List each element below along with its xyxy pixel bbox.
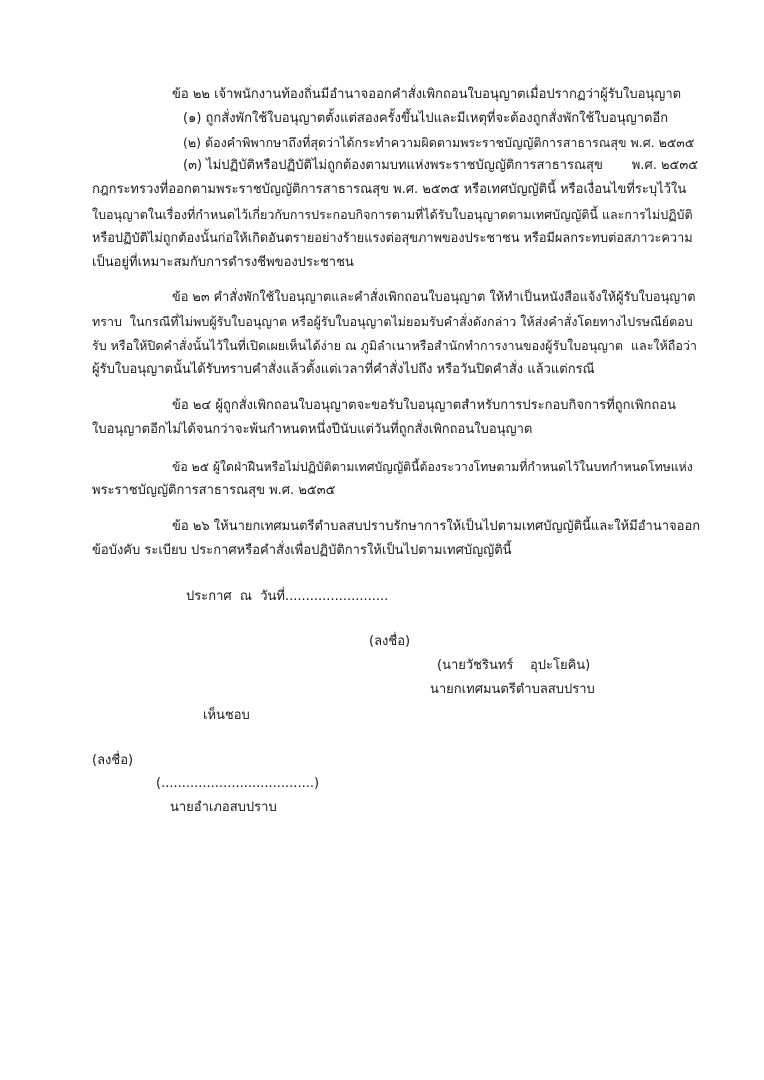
district-chief-name: (.....................................) [156, 776, 320, 791]
clause26-line2: ข้อบังคับ ระเบียบ ประกาศหรือคำสั่งเพื่อปฏิบัติการให้เป็นไปตามเทศบัญญัตินี้ [92, 543, 512, 558]
clause22-intro: ข้อ ๒๒ เจ้าพนักงานท้องถิ่นมีอำนาจออกคำสั่งเพิกถอนใบอนุญาตเมื่อปรากฏว่าผู้รับใบอนุญาต [172, 87, 682, 102]
clause22-item1: (๑) ถูกสั่งพักใช้ใบอนุญาตตั้งแต่สองครั้งขึ้นไปและมีเหตุที่จะต้องถูกสั่งพักใช้ใบอนุญาตอีก [183, 111, 669, 126]
clause23-line3: รับ หรือให้ปิดคำสั่งนั้นไว้ในที่เปิดเผยเห็นได้ง่าย ณ ภูมิลำเนาหรือสำนักทำการงานของผู้รับใบอนุญาต และให้ถือว่า [92, 338, 697, 353]
clause23-line1: ข้อ ๒๓ คำสั่งพักใช้ใบอนุญาตและคำสั่งเพิกถอนใบอนุญาต ให้ทำเป็นหนังสือแจ้งให้ผู้รับใบอนุญาต [172, 290, 696, 305]
mayor-name: (นายวัชรินทร์ อุปะโยคิน) [437, 658, 591, 673]
clause26-line1: ข้อ ๒๖ ให้นายกเทศมนตรีตำบลสบปราบรักษาการให้เป็นไปตามเทศบัญญัตินี้และให้มีอำนาจออก [172, 519, 701, 534]
district-chief-position: นายอำเภอสบปราบ [170, 800, 277, 815]
clause23-line4: ผู้รับใบอนุญาตนั้นได้รับทราบคำสั่งแล้วตั้งแต่เวลาที่คำสั่งไปถึง หรือวันปิดคำสั่ง แล้วแต่กรณี [92, 362, 595, 377]
clause25-line2: พระราชบัญญัติการสาธารณสุข พ.ศ. ๒๕๓๕ [92, 483, 336, 498]
clause25-line1: ข้อ ๒๕ ผู้ใดฝ่าฝืนหรือไม่ปฏิบัติตามเทศบัญญัตินี้ต้องระวางโทษตามที่กำหนดไว้ในบทกำหนดโทษแห่ง [172, 460, 693, 474]
clause22-line8: เป็นอยู่ที่เหมาะสมกับการดำรงชีพของประชาชน [92, 255, 354, 270]
approval-label: เห็นชอบ [203, 708, 250, 723]
announcement-date: ประกาศ ณ วันที่......................... [186, 589, 389, 604]
mayor-sign-label: (ลงชื่อ) [369, 634, 411, 649]
clause22-item3: (๓) ไม่ปฏิบัติหรือปฏิบัติไม่ถูกต้องตามบทแห่งพระราชบัญญัติการสาธารณสุข พ.ศ. ๒๕๓๕ [183, 158, 699, 173]
clause23-line2: ทราบ ในกรณีที่ไม่พบผู้รับใบอนุญาต หรือผู้รับใบอนุญาตไม่ยอมรับคำสั่งดังกล่าว ให้ส่งคำสั่งโดยทางไปรษณีย์ตอบ [92, 314, 693, 329]
mayor-position: นายกเทศมนตรีตำบลสบปราบ [430, 682, 595, 697]
district-sign-label: (ลงชื่อ) [92, 753, 134, 768]
clause22-item2: (๒) ต้องคำพิพากษาถึงที่สุดว่าได้กระทำความผิดตามพระราชบัญญัติการสาธารณสุข พ.ศ. ๒๕๓๕ [183, 135, 695, 150]
clause22-line7: หรือปฏิบัติไม่ถูกต้องนั้นก่อให้เกิดอันตรายอย่างร้ายแรงต่อสุขภาพของประชาชน หรือมีผลกระทบต่อสภาวะความ [92, 231, 693, 246]
clause24-line2: ใบอนุญาตอีกไม่ได้จนกว่าจะพ้นกำหนดหนึ่งปีนับแต่วันที่ถูกสั่งเพิกถอนใบอนุญาต [92, 422, 533, 437]
clause22-line5: กฎกระทรวงที่ออกตามพระราชบัญญัติการสาธารณสุข พ.ศ. ๒๕๓๕ หรือเทศบัญญัตินี้ หรือเงื่อนไขที่ระบุไว้ใน [92, 182, 687, 197]
clause24-line1: ข้อ ๒๔ ผู้ถูกสั่งเพิกถอนใบอนุญาตจะขอรับใบอนุญาตสำหรับการประกอบกิจการที่ถูกเพิกถอน [172, 398, 676, 413]
clause22-line6: ใบอนุญาตในเรื่องที่กำหนดไว้เกี่ยวกับการประกอบกิจการตามที่ได้รับใบอนุญาตตามเทศบัญญัตินี้ และการไม่ปฏิบัติ [92, 207, 693, 222]
